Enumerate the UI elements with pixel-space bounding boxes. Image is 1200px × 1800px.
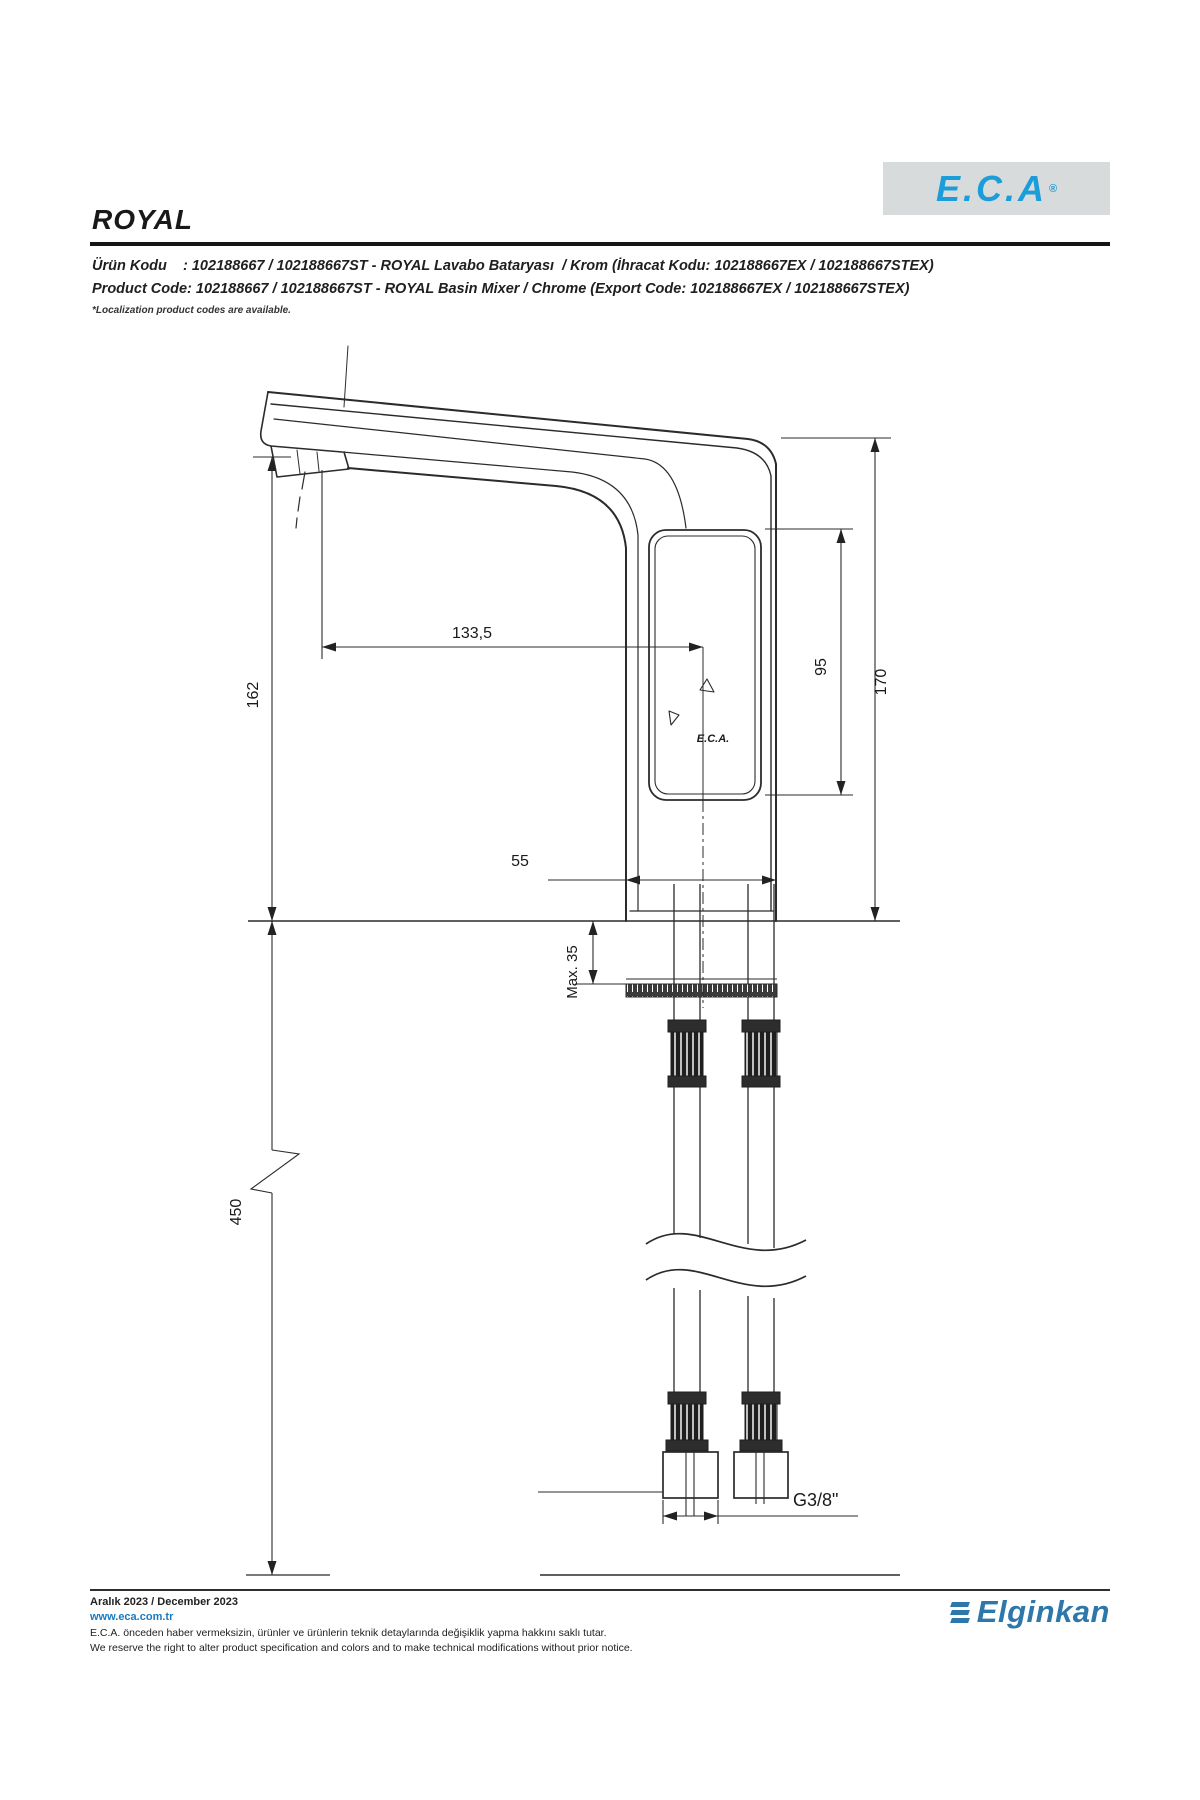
localization-note: *Localization product codes are available. [92,305,291,316]
body-logo-text: E.C.A. [696,733,730,745]
dim-label-panel-height: 95 [813,658,830,676]
connection-nuts [663,1452,788,1516]
dim-label-max-deck: Max. 35 [564,945,581,999]
reference-lines [246,647,900,1575]
body-panel [649,530,761,800]
footer-website: www.eca.com.tr [90,1611,174,1623]
dim-label-spout-height: 162 [245,681,262,709]
supply-hoses [674,884,774,1392]
break-waves [646,1234,806,1287]
page-title: ROYAL [92,204,193,235]
product-code-en: Product Code: 102188667 / 102188667ST - ROYAL Basin Mixer / Chrome (Export Code: 102188667EX / 102188667STEX) [92,281,910,297]
footer-disclaimer-en: We reserve the right to alter product specification and colors and to make technical modifications without prior notice. [90,1642,633,1654]
footer-disclaimer-tr: E.C.A. önceden haber vermeksizin, ürünler ve ürünlerin teknik detaylarında değişiklik yapma hakkını saklı tutar. [90,1627,607,1639]
dim-label-reach: 133,5 [451,625,493,642]
hot-cold-marks [669,679,714,725]
elginkan-bars-icon [951,1599,969,1626]
registered-mark: ® [1048,182,1058,195]
hose-connectors [666,1020,782,1451]
eca-logo-text: E.C.A [935,167,1047,209]
dim-label-hose-length: 450 [228,1198,245,1226]
mounting-flange [626,984,777,997]
dim-label-body-width: 55 [511,853,529,870]
footer-date: Aralık 2023 / December 2023 [90,1596,238,1608]
elginkan-wordmark: Elginkan [976,1594,1110,1629]
dimension-arrows [268,438,880,1575]
dim-label-body-height: 170 [873,668,890,696]
product-code-tr: Ürün Kodu : 102188667 / 102188667ST - ROYAL Lavabo Bataryası / Krom (İhracat Kodu: 102188667EX / 102188667STEX) [92,258,934,274]
footer-rule [90,1589,1110,1591]
faucet-outline [261,346,776,921]
dimension-lines [251,438,891,1575]
elginkan-logo [890,1594,1110,1630]
dim-label-thread: G3/8" [793,1490,839,1510]
